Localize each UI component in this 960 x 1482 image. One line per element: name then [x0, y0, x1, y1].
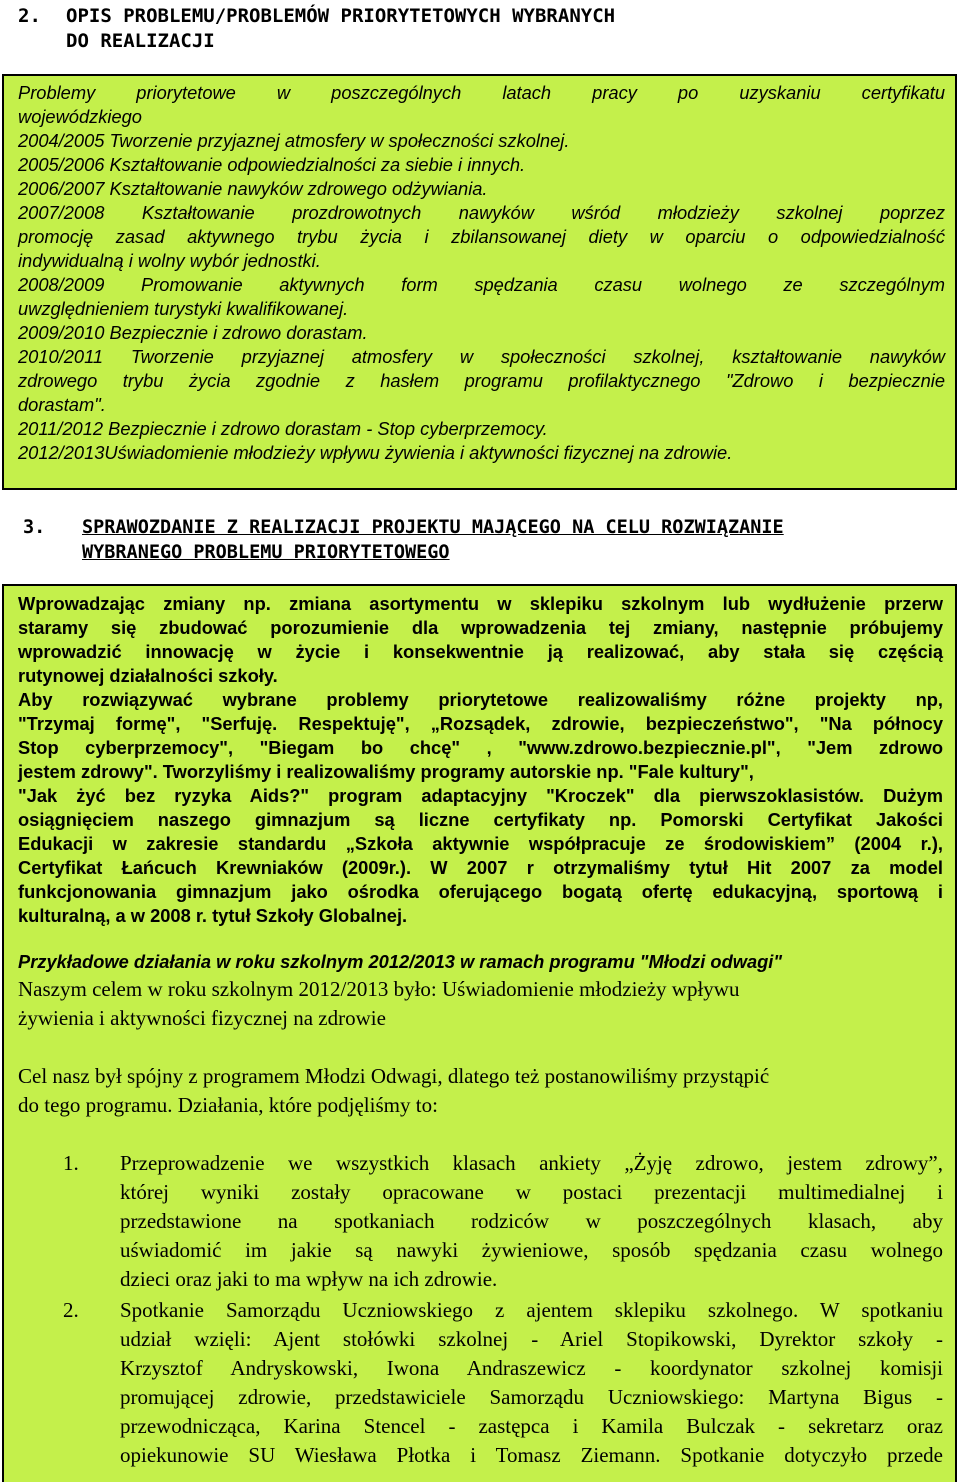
box1-year-2006: 2006/2007 Kształtowanie nawyków zdrowego odżywiania.	[18, 178, 488, 199]
list-item-number: 2.	[63, 1298, 79, 1322]
section-2-title-line1: OPIS PROBLEMU/PROBLEMÓW PRIORYTETOWYCH WYBRANYCH	[66, 5, 616, 27]
box2-changes-line: staramy się zbudować porozumienie dla wprowadzenia tej zmiany, następnie próbujemy	[18, 617, 943, 638]
actions-list-item-1	[63, 1149, 943, 1294]
list-item-line: Przeprowadzenie we wszystkich klasach ankiety „Żyję zdrowo, jestem zdrowy”,	[120, 1151, 943, 1175]
box2-changes-line: rutynowej działalności szkoły.	[18, 665, 278, 686]
box2-aim-line2: do tego programu. Działania, które podjęliśmy to:	[18, 1093, 438, 1117]
box1-year-2010-line3: dorastam".	[18, 394, 106, 415]
actions-list-item-2	[63, 1296, 943, 1470]
list-item-line: Spotkanie Samorządu Uczniowskiego z ajentem sklepiku szkolnego. W spotkaniu	[120, 1298, 943, 1322]
box1-year-2010-line2: zdrowego trybu życia zgodnie z hasłem programu profilaktycznego "Zdrowo i bezpiecznie	[18, 370, 945, 391]
list-item-line: udział wzięli: Ajent stołówki szkolnej - Ariel Stopikowski, Dyrektor szkoły -	[120, 1327, 943, 1351]
box2-projects-line: "Jak żyć bez ryzyka Aids?" program adaptacyjny "Kroczek" dla pierwszoklasistów. Dużym	[18, 785, 943, 806]
section-2-title-line2: DO REALIZACJI	[66, 30, 215, 52]
section-3-title-line1: SPRAWOZDANIE Z REALIZACJI PROJEKTU MAJĄCEGO NA CELU ROZWIĄZANIE	[82, 517, 784, 538]
box1-intro-line1: Problemy priorytetowe w poszczególnych latach pracy po uzyskaniu certyfikatu	[18, 82, 945, 103]
box1-year-2004: 2004/2005 Tworzenie przyjaznej atmosfery w społeczności szkolnej.	[18, 130, 570, 151]
box1-intro-line2: wojewódzkiego	[18, 106, 142, 127]
list-item-line: uświadomić im jakie są nawyki żywieniowe, sposób spędzania czasu wolnego	[120, 1238, 943, 1262]
list-item-line: promującej zdrowie, przedstawiciele Samorządu Uczniowskiego: Martyna Bigus -	[120, 1385, 943, 1409]
priority-problems-box	[2, 74, 957, 490]
box2-paragraph-changes	[18, 592, 943, 688]
box2-projects-line: Stop cyberprzemocy", "Biegam bo chcę" , "www.zdrowo.bezpiecznie.pl", "Jem zdrowo	[18, 737, 943, 758]
box1-year-2007-line1: 2007/2008 Kształtowanie prozdrowotnych nawyków wśród młodzieży szkolnej poprzez	[18, 202, 945, 223]
box2-projects-line: Edukacji w zakresie standardu „Szkoła aktywnie współpracuje ze środowiskiem” (2004 r.),	[18, 833, 943, 854]
list-item-line: dzieci oraz jaki to ma wpływ na ich zdrowie.	[120, 1267, 498, 1291]
section-3-title-line2: WYBRANEGO PROBLEMU PRIORYTETOWEGO	[82, 542, 450, 563]
section-2-number: 2.	[18, 5, 41, 27]
box1-year-2007-line2: promocję zasad aktywnego trybu życia i zbilansowanej diety w oparciu o odpowiedzialność	[18, 226, 945, 247]
list-item-number: 1.	[63, 1151, 79, 1175]
list-item-line: Krzysztof Andryskowski, Iwona Andraszewicz - koordynator szkolnej komisji	[120, 1356, 943, 1380]
project-report-box	[2, 584, 957, 1482]
box2-changes-line: wprowadzić innowację w życie i konsekwentnie ją realizować, aby stała się częścią	[18, 641, 943, 662]
box2-projects-line: "Trzymaj formę", "Serfuję. Respektuję", „Rozsądek, zdrowie, bezpieczeństwo", "Na północy	[18, 713, 943, 734]
box2-goal-line2: żywienia i aktywności fizycznej na zdrowie	[18, 1006, 386, 1030]
list-item-line: opiekunowie SU Wiesława Płotka i Tomasz Ziemann. Spotkanie dotyczyło przede	[120, 1443, 943, 1467]
box2-goal-line1: Naszym celem w roku szkolnym 2012/2013 było: Uświadomienie młodzieży wpływu	[18, 977, 740, 1001]
section-3-number: 3.	[23, 517, 46, 538]
box2-projects-line: Certyfikat Łańcuch Krewniaków (2009r.). W 2007 r otrzymaliśmy tytuł Hit 2007 za model	[18, 857, 943, 878]
box2-projects-line: Aby rozwiązywać wybrane problemy priorytetowe realizowaliśmy różne projekty np,	[18, 689, 943, 710]
box2-paragraph-projects	[18, 688, 943, 928]
box2-aim-line1: Cel nasz był spójny z programem Młodzi Odwagi, dlatego też postanowiliśmy przystąpić	[18, 1064, 770, 1088]
actions-list	[18, 1149, 943, 1470]
list-item-line: przewodnicząca, Karina Stencel - zastępca i Kamila Bulczak - sekretarz oraz	[120, 1414, 943, 1438]
list-item-line: której wyniki zostały opracowane w postaci prezentacji multimedialnej i	[120, 1180, 943, 1204]
box2-example-heading: Przykładowe działania w roku szkolnym 2012/2013 w ramach programu "Młodzi odwagi"	[18, 951, 783, 972]
box1-year-2005: 2005/2006 Kształtowanie odpowiedzialności za siebie i innych.	[18, 154, 526, 175]
box1-year-2008-line2: uwzględnieniem turystyki kwalifikowanej.	[18, 298, 349, 319]
list-item-line: przedstawione na spotkaniach rodziców w poszczególnych klasach, aby	[120, 1209, 943, 1233]
box1-year-2007-line3: indywidualną i wolny wybór jednostki.	[18, 250, 321, 271]
box1-year-2008-line1: 2008/2009 Promowanie aktywnych form spędzania czasu wolnego ze szczególnym	[18, 274, 945, 295]
box2-changes-line: Wprowadzając zmiany np. zmiana asortymentu w sklepiku szkolnym lub wydłużenie przerw	[18, 593, 943, 614]
box1-year-2011: 2011/2012 Bezpiecznie i zdrowo dorastam - Stop cyberprzemocy.	[18, 418, 548, 439]
box1-year-2010-line1: 2010/2011 Tworzenie przyjaznej atmosfery w społeczności szkolnej, kształtowanie nawyków	[18, 346, 945, 367]
section-3-heading	[0, 513, 960, 573]
box2-projects-line: funkcjonowania gimnazjum jako ośrodka oferującego bogatą ofertę edukacyjną, sportową i	[18, 881, 943, 902]
box2-projects-line: kulturalną, a w 2008 r. tytuł Szkoły Globalnej.	[18, 905, 408, 926]
box1-year-2009: 2009/2010 Bezpiecznie i zdrowo dorastam.	[18, 322, 368, 343]
section-2-heading	[0, 0, 960, 60]
box2-projects-line: osiągnięciem naszego gimnazjum są liczne certyfikaty np. Pomorski Certyfikat Jakości	[18, 809, 943, 830]
box2-projects-line: jestem zdrowy". Tworzyliśmy i realizowaliśmy programy autorskie np. "Fale kultury",	[18, 761, 754, 782]
box1-year-2012: 2012/2013Uświadomienie młodzieży wpływu żywienia i aktywności fizycznej na zdrowie.	[18, 442, 733, 463]
